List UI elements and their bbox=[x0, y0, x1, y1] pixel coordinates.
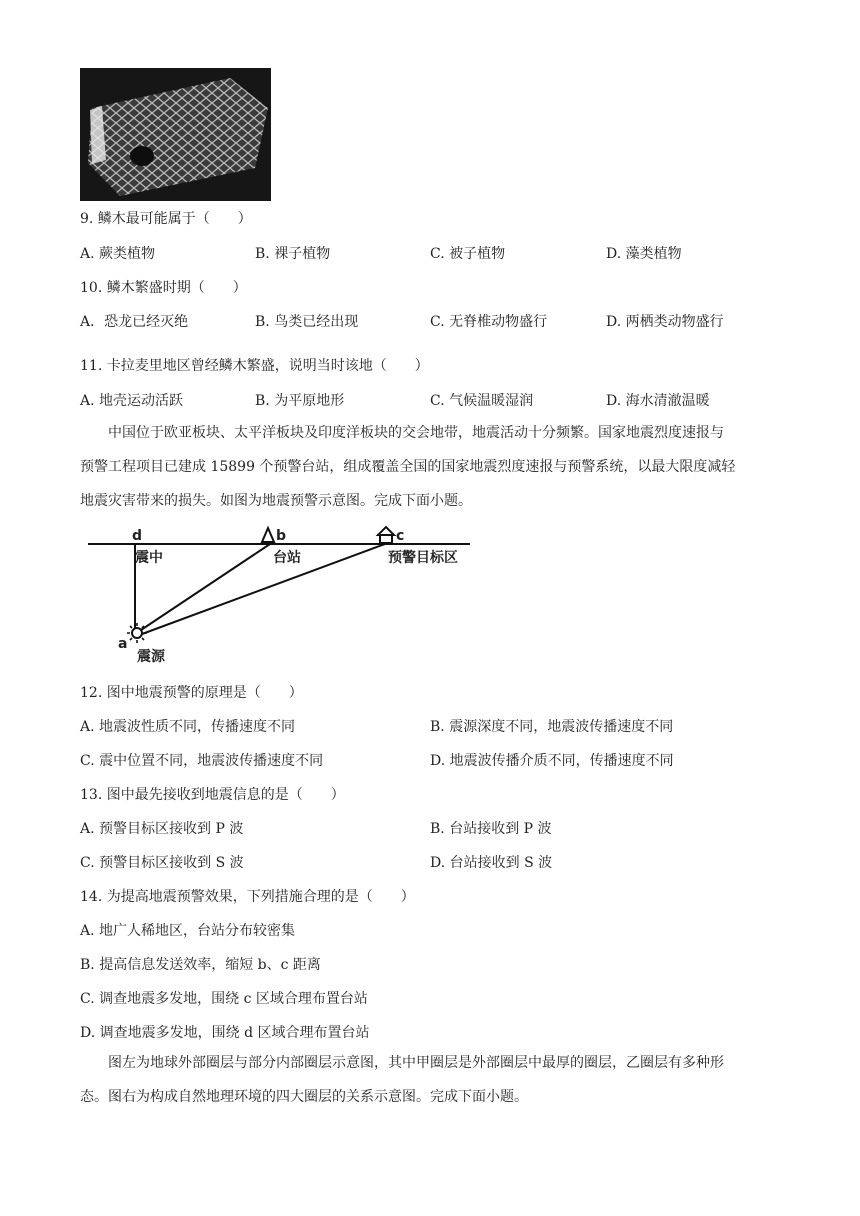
label-epicenter: 震中 bbox=[135, 550, 163, 566]
house-icon bbox=[378, 527, 394, 543]
passage-earthquake-line-2: 预警工程项目已建成 15899 个预警台站，组成覆盖全国的国家地震烈度速报与预警系统，以最大限度减轻 bbox=[80, 459, 736, 475]
label-b: b bbox=[276, 528, 287, 544]
question-10-option-c[interactable]: C. 无脊椎动物盛行 bbox=[430, 314, 548, 330]
fossil-texture bbox=[80, 68, 271, 201]
question-14-option-d[interactable]: D. 调查地震多发地，围绕 d 区域合理布置台站 bbox=[80, 1025, 370, 1041]
passage-earthquake-line-1: 中国位于欧亚板块、太平洋板块及印度洋板块的交会地带，地震活动十分频繁。国家地震烈度速报与 bbox=[108, 425, 724, 441]
question-9-option-b[interactable]: B. 裸子植物 bbox=[255, 246, 331, 262]
question-14-option-c[interactable]: C. 调查地震多发地，围绕 c 区域合理布置台站 bbox=[80, 991, 368, 1007]
question-12-option-d[interactable]: D. 地震波传播介质不同，传播速度不同 bbox=[430, 753, 674, 769]
question-12-option-a[interactable]: A. 地震波性质不同，传播速度不同 bbox=[80, 719, 296, 735]
question-10-option-d[interactable]: D. 两栖类动物盛行 bbox=[606, 314, 724, 330]
focus-burst-icon bbox=[127, 623, 147, 643]
question-11-stem: 11. 卡拉麦里地区曾经鳞木繁盛，说明当时该地（ ） bbox=[80, 358, 429, 374]
label-station: 台站 bbox=[273, 550, 301, 566]
question-12-option-c[interactable]: C. 震中位置不同，地震波传播速度不同 bbox=[80, 753, 324, 769]
station-triangle-icon bbox=[262, 528, 274, 542]
question-11-option-a[interactable]: A. 地壳运动活跃 bbox=[80, 393, 184, 409]
passage-spheres-line-2: 态。图右为构成自然地理环境的四大圈层的关系示意图。完成下面小题。 bbox=[80, 1089, 528, 1105]
label-d: d bbox=[132, 528, 143, 544]
fossil-photo bbox=[80, 68, 271, 201]
question-12-stem: 12. 图中地震预警的原理是（ ） bbox=[80, 685, 303, 701]
passage-spheres-line-1: 图左为地球外部圈层与部分内部圈层示意图，其中甲圈层是外部圈层中最厚的圈层，乙圈层有多种形 bbox=[108, 1055, 724, 1071]
label-c: c bbox=[396, 528, 405, 544]
question-13-option-d[interactable]: D. 台站接收到 S 波 bbox=[430, 855, 553, 871]
question-11-option-d[interactable]: D. 海水清澈温暖 bbox=[606, 393, 710, 409]
label-target-area: 预警目标区 bbox=[388, 550, 458, 566]
question-11-option-b[interactable]: B. 为平原地形 bbox=[255, 393, 345, 409]
question-13-stem: 13. 图中最先接收到地震信息的是（ ） bbox=[80, 787, 345, 803]
question-14-option-b[interactable]: B. 提高信息发送效率，缩短 b、c 距离 bbox=[80, 957, 321, 973]
question-9-option-d[interactable]: D. 藻类植物 bbox=[606, 246, 682, 262]
question-11-option-c[interactable]: C. 气候温暖湿润 bbox=[430, 393, 534, 409]
question-13-option-b[interactable]: B. 台站接收到 P 波 bbox=[430, 821, 552, 837]
question-10-option-a[interactable]: A．恐龙已经灭绝 bbox=[80, 314, 189, 330]
focus-to-target-line bbox=[142, 544, 385, 634]
question-10-option-b[interactable]: B. 鸟类已经出现 bbox=[255, 314, 359, 330]
question-10-stem: 10. 鳞木繁盛时期（ ） bbox=[80, 280, 247, 296]
question-9-stem: 9. 鳞木最可能属于（ ） bbox=[80, 211, 252, 227]
question-9-option-a[interactable]: A. 蕨类植物 bbox=[80, 246, 156, 262]
passage-spheres bbox=[80, 1046, 780, 1114]
question-14-stem: 14. 为提高地震预警效果，下列措施合理的是（ ） bbox=[80, 889, 415, 905]
question-14-option-a[interactable]: A. 地广人稀地区，台站分布较密集 bbox=[80, 923, 296, 939]
label-a: a bbox=[118, 636, 128, 652]
label-focus: 震源 bbox=[137, 649, 165, 665]
question-12-option-b[interactable]: B. 震源深度不同，地震波传播速度不同 bbox=[430, 719, 674, 735]
passage-earthquake bbox=[80, 416, 780, 518]
passage-earthquake-line-3: 地震灾害带来的损失。如图为地震预警示意图。完成下面小题。 bbox=[80, 493, 472, 509]
question-9-option-c[interactable]: C. 被子植物 bbox=[430, 246, 506, 262]
question-13-option-c[interactable]: C. 预警目标区接收到 S 波 bbox=[80, 855, 244, 871]
question-13-option-a[interactable]: A. 预警目标区接收到 P 波 bbox=[80, 821, 244, 837]
